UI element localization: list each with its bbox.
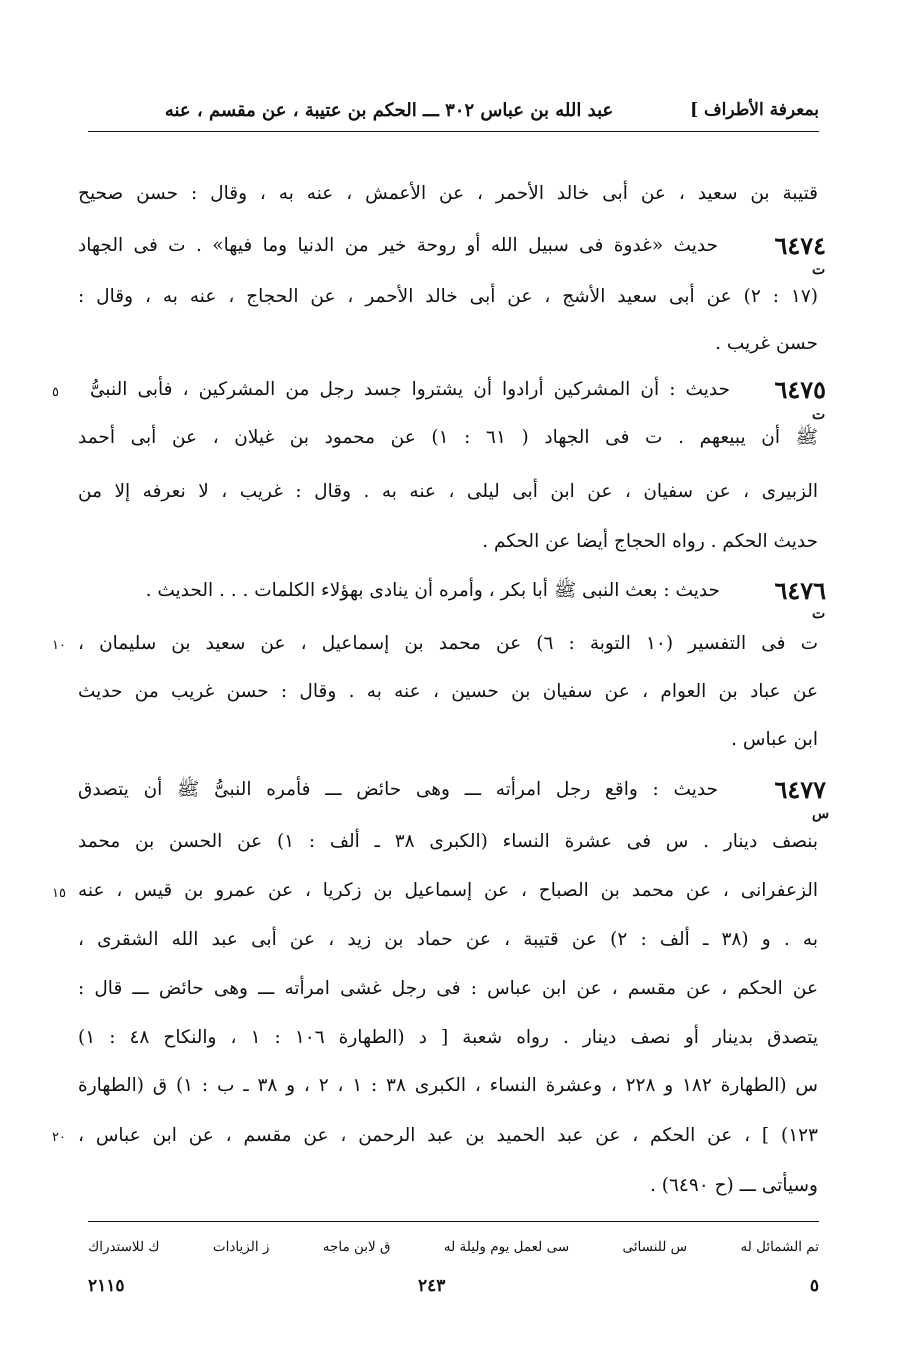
text-line bbox=[0, 969, 919, 1009]
hadith-6474-line bbox=[0, 226, 919, 266]
margin-source-letter: ت bbox=[812, 262, 826, 278]
line-text: (١٧ : ٢) عن أبى سعيد الأشج ، عن أبى خالد الأحمر ، عن الحجاج ، عنه به ، وقال : bbox=[78, 286, 818, 307]
line-text: عن عباد بن العوام ، عن سفيان بن حسين ، عنه به . وقال : حسن غريب من حديث bbox=[78, 681, 818, 702]
text-line bbox=[0, 277, 919, 317]
line-text: الزعفرانى ، عن محمد بن الصباح ، عن إسماعيل بن زكريا ، عن عمرو بن قيس ، عنه bbox=[78, 880, 818, 901]
line-text: حديث «غدوة فى سبيل الله أو روحة خير من الدنيا وما فيها» . ت فى الجهاد bbox=[78, 235, 718, 256]
line-text: ابن عباس . bbox=[731, 729, 818, 750]
abbrev-item: ق لابن ماجه bbox=[322, 1239, 391, 1255]
text-line bbox=[0, 472, 919, 512]
header-rule bbox=[88, 131, 819, 132]
line-text: به . و (٣٨ ـ ألف : ٢) عن قتيبة ، عن حماد بن زيد ، عن أبى عبد الله الشقرى ، bbox=[78, 929, 818, 950]
sequence-number: ٢١١٥ bbox=[88, 1276, 125, 1296]
hadith-6476-line bbox=[0, 571, 919, 611]
line-text: ١٢٣) ] ، عن الحكم ، عن عبد الحميد بن عبد الرحمن ، عن مقسم ، عن ابن عباس ، bbox=[78, 1125, 818, 1146]
margin-source-letter: س bbox=[812, 806, 830, 822]
text-line bbox=[0, 1166, 919, 1206]
line-text: قتيبة بن سعيد ، عن أبى خالد الأحمر ، عن الأعمش ، عنه به ، وقال : حسن صحيح bbox=[78, 183, 818, 204]
margin-source-letter: ت bbox=[812, 606, 826, 622]
line-text: حديث الحكم . رواه الحجاج أيضا عن الحكم . bbox=[482, 531, 818, 552]
text-line bbox=[0, 1116, 919, 1156]
line-text: عن الحكم ، عن مقسم ، عن ابن عباس : فى رجل غشى امرأته ـــ وهى حائض ـــ قال : bbox=[78, 978, 818, 999]
hadith-number: ٦٤٧٦ bbox=[774, 576, 826, 605]
hadith-number: ٦٤٧٥ bbox=[774, 375, 826, 404]
text-line bbox=[0, 871, 919, 911]
margin-line-number: ١٥ bbox=[52, 886, 66, 901]
line-text: الزبيرى ، عن سفيان ، عن ابن أبى ليلى ، عنه به . وقال : غريب ، لا نعرفه إلا من bbox=[78, 481, 818, 502]
hadith-6477-line bbox=[0, 770, 919, 810]
text-line bbox=[0, 522, 919, 562]
line-text: ت فى التفسير (١٠ التوبة : ٦) عن محمد بن إسماعيل ، عن سعيد بن سليمان ، bbox=[78, 633, 818, 654]
margin-line-number: ٢٠ bbox=[52, 1130, 66, 1145]
text-line bbox=[0, 920, 919, 960]
text-line bbox=[0, 624, 919, 664]
margin-source-letter: ت bbox=[812, 407, 826, 423]
line-text: حسن غريب . bbox=[715, 333, 818, 354]
running-header bbox=[88, 92, 819, 128]
line-text: س (الطهارة ١٨٢ و ٢٢٨ ، وعشرة النساء ، الكبرى ٣٨ : ١ ، ٢ ، و ٣٨ ـ ب : ١) ق (الطهارة bbox=[78, 1075, 818, 1096]
abbreviation-key bbox=[88, 1232, 819, 1262]
text-line bbox=[0, 672, 919, 712]
header-section-title: بمعرفة الأطراف ] bbox=[690, 100, 819, 120]
header-chapter-title: عبد الله بن عباس ٣٠٢ ـــ الحكم بن عتيبة ، عن مقسم ، عنه bbox=[164, 99, 614, 121]
text-line bbox=[0, 720, 919, 760]
hadith-6475-line bbox=[0, 370, 919, 410]
line-text: ﷺ أن يبيعهم . ت فى الجهاد ( ٦١ : ١) عن محمود بن غيلان ، عن أبى أحمد bbox=[78, 427, 818, 448]
text-line bbox=[0, 1018, 919, 1058]
text-line bbox=[0, 822, 919, 862]
abbrev-item: سى لعمل يوم وليلة له bbox=[443, 1239, 570, 1255]
page-number: ٢٤٣ bbox=[418, 1276, 446, 1296]
hadith-number: ٦٤٧٧ bbox=[774, 775, 826, 804]
line-text: وسيأتى ـــ (ح ٦٤٩٠) . bbox=[649, 1175, 818, 1196]
margin-line-number: ٥ bbox=[52, 385, 59, 400]
volume-number: ٥ bbox=[809, 1276, 819, 1296]
abbrev-item: ز الزيادات bbox=[212, 1239, 270, 1255]
text-line bbox=[0, 1066, 919, 1106]
line-text: يتصدق بدينار أو نصف دينار . رواه شعبة [ د (الطهارة ١٠٦ : ١ ، والنكاح ٤٨ : ١) bbox=[78, 1027, 819, 1048]
page-footer bbox=[88, 1276, 819, 1306]
text-line bbox=[0, 174, 919, 214]
line-text: حديث : أن المشركين أرادوا أن يشتروا جسد رجل من المشركين ، فأبى النبىُّ bbox=[90, 379, 730, 400]
abbrev-item: ك للاستدراك bbox=[88, 1239, 160, 1255]
abbrev-item: تم الشمائل له bbox=[740, 1239, 819, 1255]
text-line bbox=[0, 324, 919, 364]
hadith-number: ٦٤٧٤ bbox=[774, 231, 826, 260]
abbrev-item: س للنسائى bbox=[622, 1239, 688, 1255]
line-text: حديث : بعث النبى ﷺ أبا بكر ، وأمره أن ينادى بهؤلاء الكلمات . . . الحديث . bbox=[145, 580, 720, 601]
margin-line-number: ١٠ bbox=[52, 638, 66, 653]
text-line bbox=[0, 418, 919, 458]
line-text: بنصف دينار . س فى عشرة النساء (الكبرى ٣٨ ـ ألف : ١) عن الحسن بن محمد bbox=[78, 831, 818, 852]
line-text: حديث : واقع رجل امرأته ـــ وهى حائض ـــ فأمره النبىُّ ﷺ أن يتصدق bbox=[78, 779, 718, 800]
footnote-rule bbox=[88, 1221, 819, 1222]
